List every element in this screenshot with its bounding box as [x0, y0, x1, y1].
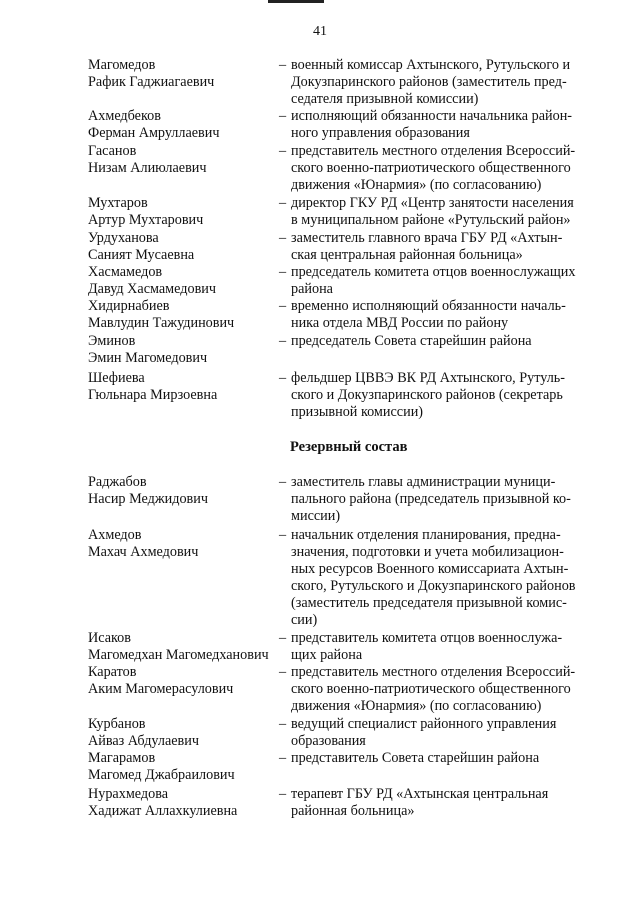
- member-given-name: Магомед Джабраилович: [88, 766, 235, 783]
- member-given-name: Гюльнара Мирзоевна: [88, 386, 218, 403]
- member-surname: Урдуханова: [88, 230, 159, 246]
- role-line: значения, подготовки и учета мобилизацион-: [291, 543, 564, 560]
- member-surname: Гасанов: [88, 143, 137, 159]
- member-given-name: Низам Алиюлаевич: [88, 159, 207, 176]
- member-surname: Ахмедов: [88, 527, 142, 543]
- role-line: ника отдела МВД России по району: [291, 314, 509, 331]
- role-line: председатель комитета отцов военнослужащих: [291, 264, 576, 280]
- dash-separator: –: [279, 230, 287, 246]
- dash-separator: –: [279, 664, 287, 680]
- member-given-name: Махач Ахмедович: [88, 543, 199, 560]
- member-role: [291, 230, 606, 264]
- member-name: [88, 527, 278, 561]
- member-name: [88, 664, 278, 698]
- role-line: сии): [291, 611, 318, 628]
- member-name: [88, 143, 278, 177]
- dash-separator: –: [279, 370, 287, 386]
- member-name: [88, 716, 278, 750]
- dash-separator: –: [279, 474, 287, 490]
- member-given-name: Саният Мусаевна: [88, 246, 195, 263]
- member-surname: Хасмамедов: [88, 264, 163, 280]
- member-role: [291, 298, 606, 332]
- member-given-name: Айваз Абдулаевич: [88, 732, 199, 749]
- member-name: [88, 750, 278, 784]
- member-name: [88, 630, 278, 664]
- role-line: ского военно-патриотического общественного: [291, 680, 571, 697]
- member-surname: Шефиева: [88, 370, 145, 386]
- role-line: военный комиссар Ахтынского, Рутульского и: [291, 57, 571, 73]
- role-line: миссии): [291, 507, 341, 524]
- role-line: представитель местного отделения Всероссий-: [291, 664, 576, 680]
- role-line: ского военно-патриотического общественного: [291, 159, 571, 176]
- member-role: [291, 57, 606, 108]
- top-edge-mark: [268, 0, 324, 3]
- role-line: начальник отделения планирования, предна-: [291, 527, 561, 543]
- role-line: движения «Юнармия» (по согласованию): [291, 697, 542, 714]
- role-line: директор ГКУ РД «Центр занятости населения: [291, 195, 574, 211]
- dash-separator: –: [279, 527, 287, 543]
- member-name: [88, 264, 278, 298]
- role-line: ского и Докузпаринского районов (секретарь: [291, 386, 563, 403]
- role-line: представитель комитета отцов военнослужа-: [291, 630, 563, 646]
- member-given-name: Эмин Магомедович: [88, 349, 208, 366]
- member-name: [88, 195, 278, 229]
- role-line: Докузпаринского районов (заместитель пред-: [291, 73, 567, 90]
- dash-separator: –: [279, 716, 287, 732]
- member-surname: Мухтаров: [88, 195, 148, 211]
- role-line: в муниципальном районе «Рутульский район»: [291, 211, 571, 228]
- role-line: пального района (председатель призывной ко-: [291, 490, 571, 507]
- member-role: [291, 664, 606, 715]
- member-surname: Магомедов: [88, 57, 156, 73]
- role-line: терапевт ГБУ РД «Ахтынская центральная: [291, 786, 549, 802]
- dash-separator: –: [279, 195, 287, 211]
- role-line: ского, Рутульского и Докузпаринского районов: [291, 577, 576, 594]
- member-surname: Раджабов: [88, 474, 147, 490]
- member-given-name: Хадижат Аллахкулиевна: [88, 802, 238, 819]
- dash-separator: –: [279, 786, 287, 802]
- member-surname: Магарамов: [88, 750, 156, 766]
- member-name: [88, 298, 278, 332]
- member-given-name: Ферман Амруллаевич: [88, 124, 220, 141]
- page-number: 41: [313, 24, 327, 39]
- dash-separator: –: [279, 750, 287, 766]
- role-line: района: [291, 280, 333, 297]
- member-surname: Исаков: [88, 630, 131, 646]
- member-given-name: Насир Меджидович: [88, 490, 208, 507]
- member-role: [291, 195, 606, 229]
- member-role: [291, 108, 606, 142]
- reserve-section-heading: Резервный состав: [290, 439, 408, 455]
- member-name: [88, 108, 278, 142]
- dash-separator: –: [279, 143, 287, 159]
- member-role: [291, 143, 606, 194]
- role-line: (заместитель председателя призывной комис-: [291, 594, 567, 611]
- role-line: седателя призывной комиссии): [291, 90, 479, 107]
- role-line: исполняющий обязанности начальника район-: [291, 108, 573, 124]
- role-line: заместитель главы администрации муници-: [291, 474, 556, 490]
- member-role: [291, 527, 606, 628]
- member-name: [88, 230, 278, 264]
- role-line: ская центральная районная больница»: [291, 246, 523, 263]
- dash-separator: –: [279, 57, 287, 73]
- role-line: фельдшер ЦВВЭ ВК РД Ахтынского, Рутуль-: [291, 370, 565, 386]
- member-name: [88, 474, 278, 508]
- member-surname: Курбанов: [88, 716, 146, 732]
- member-given-name: Аким Магомерасулович: [88, 680, 234, 697]
- member-role: [291, 786, 606, 820]
- member-role: [291, 750, 606, 767]
- dash-separator: –: [279, 630, 287, 646]
- member-name: [88, 786, 278, 820]
- member-given-name: Давуд Хасмамедович: [88, 280, 216, 297]
- role-line: председатель Совета старейшин района: [291, 333, 532, 349]
- member-role: [291, 716, 606, 750]
- member-surname: Эминов: [88, 333, 136, 349]
- member-name: [88, 370, 278, 404]
- member-surname: Каратов: [88, 664, 137, 680]
- role-line: районная больница»: [291, 802, 415, 819]
- dash-separator: –: [279, 264, 287, 280]
- member-name: [88, 57, 278, 91]
- role-line: ведущий специалист районного управления: [291, 716, 557, 732]
- role-line: временно исполняющий обязанности началь-: [291, 298, 566, 314]
- role-line: движения «Юнармия» (по согласованию): [291, 176, 542, 193]
- member-role: [291, 630, 606, 664]
- member-role: [291, 333, 606, 350]
- member-role: [291, 370, 606, 421]
- member-given-name: Артур Мухтарович: [88, 211, 204, 228]
- member-given-name: Мавлудин Тажудинович: [88, 314, 235, 331]
- member-role: [291, 474, 606, 525]
- role-line: щих района: [291, 646, 363, 663]
- role-line: ного управления образования: [291, 124, 470, 141]
- dash-separator: –: [279, 298, 287, 314]
- dash-separator: –: [279, 333, 287, 349]
- role-line: образования: [291, 732, 366, 749]
- member-given-name: Магомедхан Магомедханович: [88, 646, 269, 663]
- member-surname: Хидирнабиев: [88, 298, 170, 314]
- member-surname: Ахмедбеков: [88, 108, 161, 124]
- role-line: заместитель главного врача ГБУ РД «Ахтын-: [291, 230, 563, 246]
- member-name: [88, 333, 278, 367]
- member-given-name: Рафик Гаджиагаевич: [88, 73, 215, 90]
- role-line: представитель местного отделения Всероссий-: [291, 143, 576, 159]
- member-surname: Нурахмедова: [88, 786, 169, 802]
- role-line: призывной комиссии): [291, 403, 424, 420]
- role-line: представитель Совета старейшин района: [291, 750, 540, 766]
- dash-separator: –: [279, 108, 287, 124]
- member-role: [291, 264, 606, 298]
- role-line: ных ресурсов Военного комиссариата Ахтын-: [291, 560, 569, 577]
